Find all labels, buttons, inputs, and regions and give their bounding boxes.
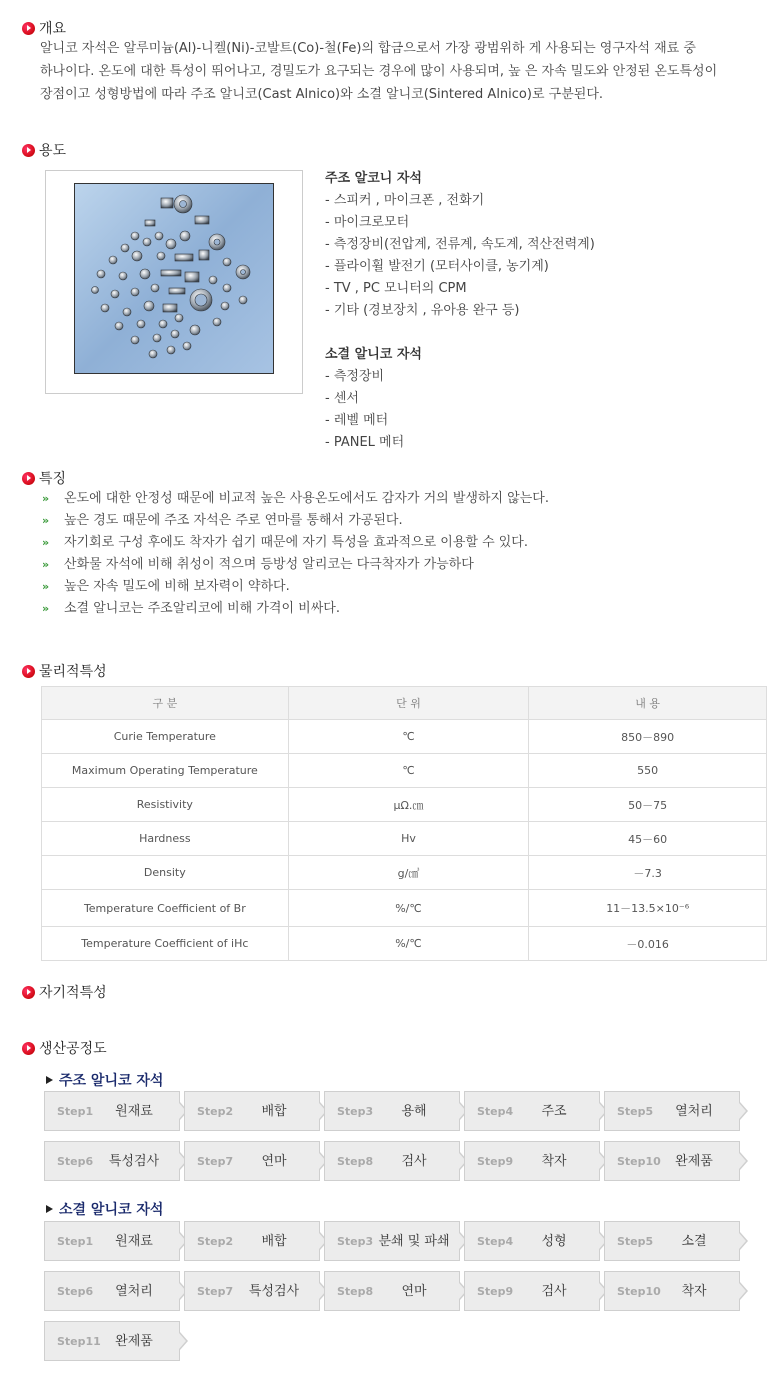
- step-number: Step1: [57, 1105, 94, 1118]
- step-number: Step5: [617, 1235, 654, 1248]
- table-header-cell: 단 위: [288, 687, 529, 720]
- features-title: 특징: [22, 469, 66, 489]
- step-number: Step10: [617, 1155, 661, 1168]
- process-step-box: [44, 1141, 180, 1181]
- table-row: Maximum Operating Temperature ℃ 550: [42, 754, 767, 788]
- list-item: » 높은 자속 밀도에 비해 보자력이 약하다.: [42, 576, 549, 598]
- process-step-box: [464, 1271, 600, 1311]
- double-chevron-icon: »: [42, 514, 50, 527]
- process-step-box: [464, 1141, 600, 1181]
- step-arrow-icon: [740, 1152, 748, 1170]
- step-number: Step8: [337, 1155, 374, 1168]
- step-number: Step7: [197, 1285, 234, 1298]
- step-label: 주조: [541, 1104, 567, 1119]
- step-label: 소결: [681, 1234, 707, 1249]
- step-label: 원재료: [115, 1104, 153, 1119]
- process-step-box: [604, 1141, 740, 1181]
- process-step-box: [44, 1221, 180, 1261]
- step-arrow-icon: [180, 1332, 188, 1350]
- step-label: 특성검사: [108, 1154, 160, 1169]
- list-item: » 높은 경도 때문에 주조 자석은 주로 연마를 통해서 가공된다.: [42, 510, 549, 532]
- step-arrow-icon: [740, 1102, 748, 1120]
- step-number: Step7: [197, 1155, 234, 1168]
- list-item: » 온도에 대한 안정성 때문에 비교적 높은 사용온도에서도 감자가 거의 발생하지 않는다.: [42, 488, 549, 510]
- process-step-box: [44, 1091, 180, 1131]
- double-chevron-icon: »: [42, 536, 50, 549]
- process-step-box: [44, 1321, 180, 1361]
- process-step-box: [324, 1271, 460, 1311]
- step-number: Step1: [57, 1235, 94, 1248]
- magnetic-title: 자기적특성: [22, 983, 107, 1003]
- step-arrow-icon: [740, 1282, 748, 1300]
- process-step-box: [184, 1271, 320, 1311]
- table-row: Temperature Coefficient of Br %/℃ 11－13.5×10⁻⁶: [42, 890, 767, 927]
- step-label: 연마: [261, 1154, 287, 1169]
- usage-cast-list: 주조 알코니 자석 - 스피커 , 마이크폰 , 전화기 - 마이크로모터 - 측정장비(전압계, 전류계, 속도계, 적산전력계) - 플라이휠 발전기 (모터사이클, 농기계) - TV , PC 모니터의 CPM - 기타 (경보장치 , 유아용 완구 등): [325, 171, 595, 318]
- magnet-products-photo: [74, 183, 274, 374]
- step-number: Step3: [337, 1235, 374, 1248]
- step-number: Step10: [617, 1285, 661, 1298]
- step-label: 배합: [261, 1104, 287, 1119]
- step-number: Step2: [197, 1235, 234, 1248]
- step-number: Step6: [57, 1155, 94, 1168]
- step-number: Step4: [477, 1105, 514, 1118]
- table-header-cell: 구 분: [42, 687, 289, 720]
- table-row: Temperature Coefficient of iHc %/℃ －0.016: [42, 927, 767, 961]
- step-label: 완제품: [675, 1154, 713, 1169]
- step-label: 열처리: [675, 1104, 713, 1119]
- step-number: Step9: [477, 1155, 514, 1168]
- step-label: 검사: [541, 1284, 567, 1299]
- list-item: » 자기회로 구성 후에도 착자가 쉽기 때문에 자기 특성을 효과적으로 이용할 수 있다.: [42, 532, 549, 554]
- process-step-box: [604, 1091, 740, 1131]
- red-arrow-bullet-icon: [22, 22, 35, 35]
- process-step-box: [184, 1141, 320, 1181]
- double-chevron-icon: »: [42, 602, 50, 615]
- step-arrow-icon: [740, 1232, 748, 1250]
- table-row: Hardness Hv 45－60: [42, 822, 767, 856]
- overview-title: 개요: [22, 19, 66, 39]
- table-row: Curie Temperature ℃ 850－890: [42, 720, 767, 754]
- table-header-row: [42, 687, 767, 720]
- step-number: Step11: [57, 1335, 101, 1348]
- step-label: 연마: [401, 1284, 427, 1299]
- process-step-box: [184, 1091, 320, 1131]
- usage-title: 용도: [22, 141, 66, 161]
- step-number: Step4: [477, 1235, 514, 1248]
- process-step-box: [464, 1091, 600, 1131]
- table-row: Density g/㎤ －7.3: [42, 856, 767, 890]
- red-arrow-bullet-icon: [22, 1042, 35, 1055]
- physical-title: 물리적특성: [22, 662, 107, 682]
- double-chevron-icon: »: [42, 492, 50, 505]
- step-label: 분쇄 및 파쇄: [378, 1234, 450, 1249]
- list-item: » 산화물 자석에 비해 취성이 적으며 등방성 알리코는 다극착자가 가능하다: [42, 554, 549, 576]
- process-step-box: [324, 1091, 460, 1131]
- step-number: Step2: [197, 1105, 234, 1118]
- process-step-box: [604, 1221, 740, 1261]
- step-label: 착자: [541, 1154, 567, 1169]
- process-step-box: [184, 1221, 320, 1261]
- step-label: 특성검사: [248, 1284, 300, 1299]
- process-step-box: [324, 1141, 460, 1181]
- physical-properties-table: [41, 686, 767, 961]
- step-label: 배합: [261, 1234, 287, 1249]
- step-label: 용해: [401, 1104, 427, 1119]
- step-number: Step9: [477, 1285, 514, 1298]
- process-title: 생산공정도: [22, 1039, 107, 1059]
- table-header-cell: 내 용: [529, 687, 767, 720]
- list-item: » 소결 알니코는 주조알리코에 비해 가격이 비싸다.: [42, 598, 549, 620]
- sintered-process-title: 소결 알니코 자석: [46, 1199, 163, 1219]
- triangle-right-icon: [46, 1205, 53, 1213]
- red-arrow-bullet-icon: [22, 986, 35, 999]
- magnet-photo-illustration: [75, 184, 273, 373]
- features-list: [42, 488, 549, 620]
- cast-process-title: 주조 알니코 자석: [46, 1070, 163, 1090]
- step-number: Step6: [57, 1285, 94, 1298]
- step-number: Step3: [337, 1105, 374, 1118]
- double-chevron-icon: »: [42, 558, 50, 571]
- step-label: 성형: [541, 1234, 567, 1249]
- overview-paragraph: 알니코 자석은 알루미늄(Al)-니켈(Ni)-코발트(Co)-철(Fe)의 합금으로서 가장 광범위하 게 사용되는 영구자석 재료 중 하나이다. 온도에 대한 특성이 뛰어나고, 경밀도가 요구되는 경우에 많이 사용되며, 높 은 자속 밀도와 안정된 온도특성이 장점이고 성형방법에 따라 주조 알니코(Cast Alnico)와 소결 알니코(Sintered Alnico)로 구분된다.: [40, 41, 718, 102]
- red-arrow-bullet-icon: [22, 472, 35, 485]
- process-step-box: [604, 1271, 740, 1311]
- product-photo-frame: [45, 170, 303, 394]
- step-label: 착자: [681, 1284, 707, 1299]
- step-label: 검사: [401, 1154, 427, 1169]
- double-chevron-icon: »: [42, 580, 50, 593]
- red-arrow-bullet-icon: [22, 665, 35, 678]
- process-step-box: [464, 1221, 600, 1261]
- step-label: 원재료: [115, 1234, 153, 1249]
- step-label: 열처리: [115, 1284, 153, 1299]
- step-number: Step5: [617, 1105, 654, 1118]
- process-step-box: [44, 1271, 180, 1311]
- table-row: Resistivity μΩ.㎝ 50－75: [42, 788, 767, 822]
- red-arrow-bullet-icon: [22, 144, 35, 157]
- usage-sintered-list: 소결 알니코 자석 - 측정장비 - 센서 - 레벨 메터 - PANEL 메터: [325, 347, 422, 450]
- process-step-box: [324, 1221, 460, 1261]
- triangle-right-icon: [46, 1076, 53, 1084]
- step-number: Step8: [337, 1285, 374, 1298]
- step-label: 완제품: [115, 1334, 153, 1349]
